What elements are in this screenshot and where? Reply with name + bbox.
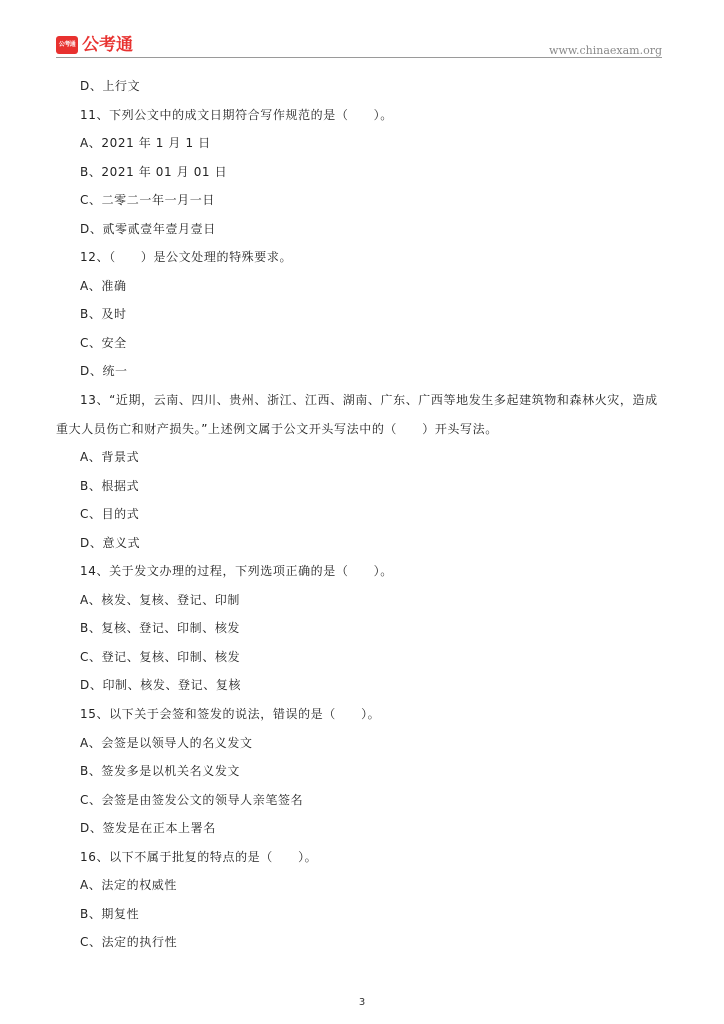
option-b-q11: B、2021 年 01 月 01 日 — [80, 165, 228, 179]
option-b-q15: B、签发多是以机关名义发文 — [80, 764, 241, 778]
site-url: www.chinaexam.org — [549, 44, 662, 57]
page-header — [56, 34, 662, 58]
logo-badge-icon: 公考通 — [56, 36, 78, 54]
option-b-q12: B、及时 — [80, 307, 127, 321]
option-c-q14: C、登记、复核、印制、核发 — [80, 650, 241, 664]
question-11: 11、下列公文中的成文日期符合写作规范的是（ ）。 — [80, 108, 393, 122]
page-number: 3 — [358, 997, 366, 1008]
question-15: 15、以下关于会签和签发的说法，错误的是（ ）。 — [80, 707, 381, 721]
question-16: 16、以下不属于批复的特点的是（ ）。 — [80, 850, 318, 864]
question-13-line-1: 13、“近期，云南、四川、贵州、浙江、江西、湖南、广东、广西等地发生多起建筑物和森林火灾，造成 — [80, 393, 658, 407]
option-c-q16: C、法定的执行性 — [80, 935, 178, 949]
option-c-q13: C、目的式 — [80, 507, 140, 521]
question-14: 14、关于发文办理的过程，下列选项正确的是（ ）。 — [80, 564, 393, 578]
option-d-q13: D、意义式 — [80, 536, 141, 550]
logo — [56, 34, 133, 56]
logo-text: 公考通 — [82, 35, 133, 55]
option-a-q14: A、核发、复核、登记、印制 — [80, 593, 241, 607]
option-c-q12: C、安全 — [80, 336, 127, 350]
option-a-q15: A、会签是以领导人的名义发文 — [80, 736, 253, 750]
option-d-q11: D、贰零贰壹年壹月壹日 — [80, 222, 216, 236]
option-b-q14: B、复核、登记、印制、核发 — [80, 621, 241, 635]
option-c-q11: C、二零二一年一月一日 — [80, 193, 215, 207]
question-13-line-2: 重大人员伤亡和财产损失。”上述例文属于公文开头写法中的（ ）开头写法。 — [56, 422, 498, 436]
question-12: 12、（ ）是公文处理的特殊要求。 — [80, 250, 293, 264]
option-d-q15: D、签发是在正本上署名 — [80, 821, 216, 835]
header-divider — [56, 57, 662, 58]
option-c-q15: C、会签是由签发公文的领导人亲笔签名 — [80, 793, 304, 807]
option-a-q13: A、背景式 — [80, 450, 140, 464]
option-d-q12: D、统一 — [80, 364, 128, 378]
option-b-q16: B、期复性 — [80, 907, 140, 921]
option-a-q11: A、2021 年 1 月 1 日 — [80, 136, 211, 150]
option-b-q13: B、根据式 — [80, 479, 140, 493]
option-a-q16: A、法定的权威性 — [80, 878, 178, 892]
option-d-q10: D、上行文 — [80, 79, 141, 93]
option-d-q14: D、印制、核发、登记、复核 — [80, 678, 242, 692]
option-a-q12: A、准确 — [80, 279, 127, 293]
